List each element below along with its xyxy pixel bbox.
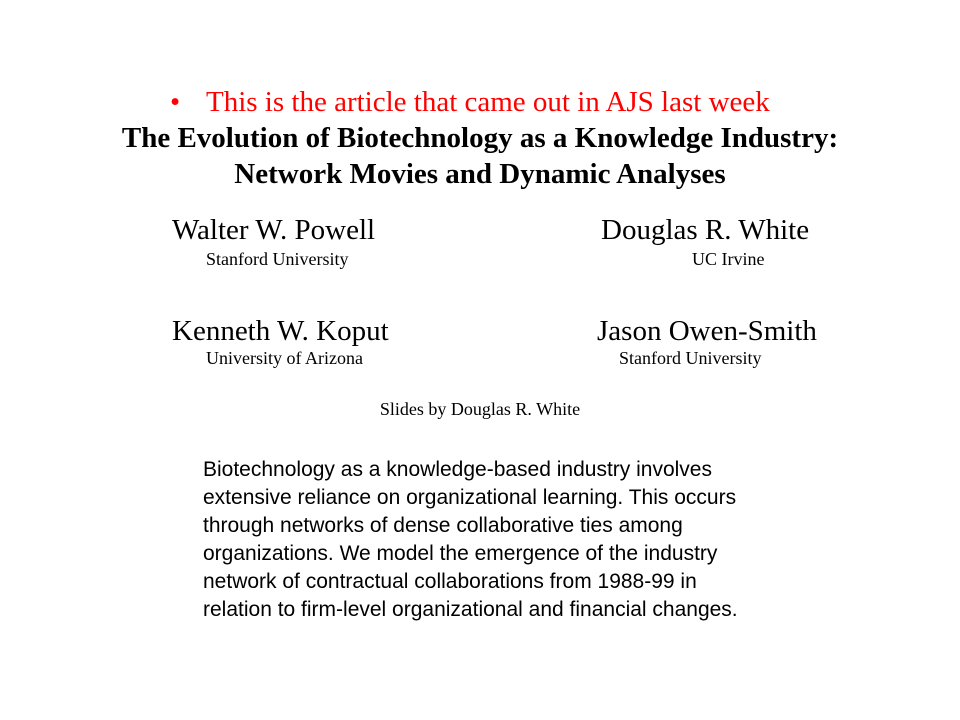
author-name-owen-smith: Jason Owen-Smith (597, 315, 817, 347)
bullet-marker: • (170, 86, 181, 118)
red-bullet-note (170, 82, 770, 122)
abstract-line: Biotechnology as a knowledge-based industry involves (203, 458, 712, 481)
abstract-line: extensive reliance on organizational learning. This occurs (203, 486, 737, 509)
abstract-line: through networks of dense collaborative ties among (203, 514, 683, 537)
title-line-1: The Evolution of Biotechnology as a Knowledge Industry: (121, 122, 839, 154)
slides-credit: Slides by Douglas R. White (379, 399, 581, 419)
abstract-line: network of contractual collaborations from 1988-99 in (203, 570, 697, 593)
author-name-koput: Kenneth W. Koput (172, 315, 389, 347)
abstract-line: organizations. We model the emergence of the industry (203, 542, 718, 565)
bullet-text: This is the article that came out in AJS last week (206, 86, 770, 118)
abstract-paragraph (203, 456, 863, 624)
author-affiliation-white: UC Irvine (692, 249, 765, 269)
author-affiliation-owen-smith: Stanford University (619, 348, 762, 368)
abstract-line: relation to firm-level organizational and financial changes. (203, 598, 738, 621)
author-name-white: Douglas R. White (601, 214, 810, 246)
author-name-powell: Walter W. Powell (172, 214, 376, 246)
author-affiliation-powell: Stanford University (206, 249, 349, 269)
title-line-2: Network Movies and Dynamic Analyses (234, 158, 726, 190)
author-affiliation-koput: University of Arizona (206, 348, 363, 368)
